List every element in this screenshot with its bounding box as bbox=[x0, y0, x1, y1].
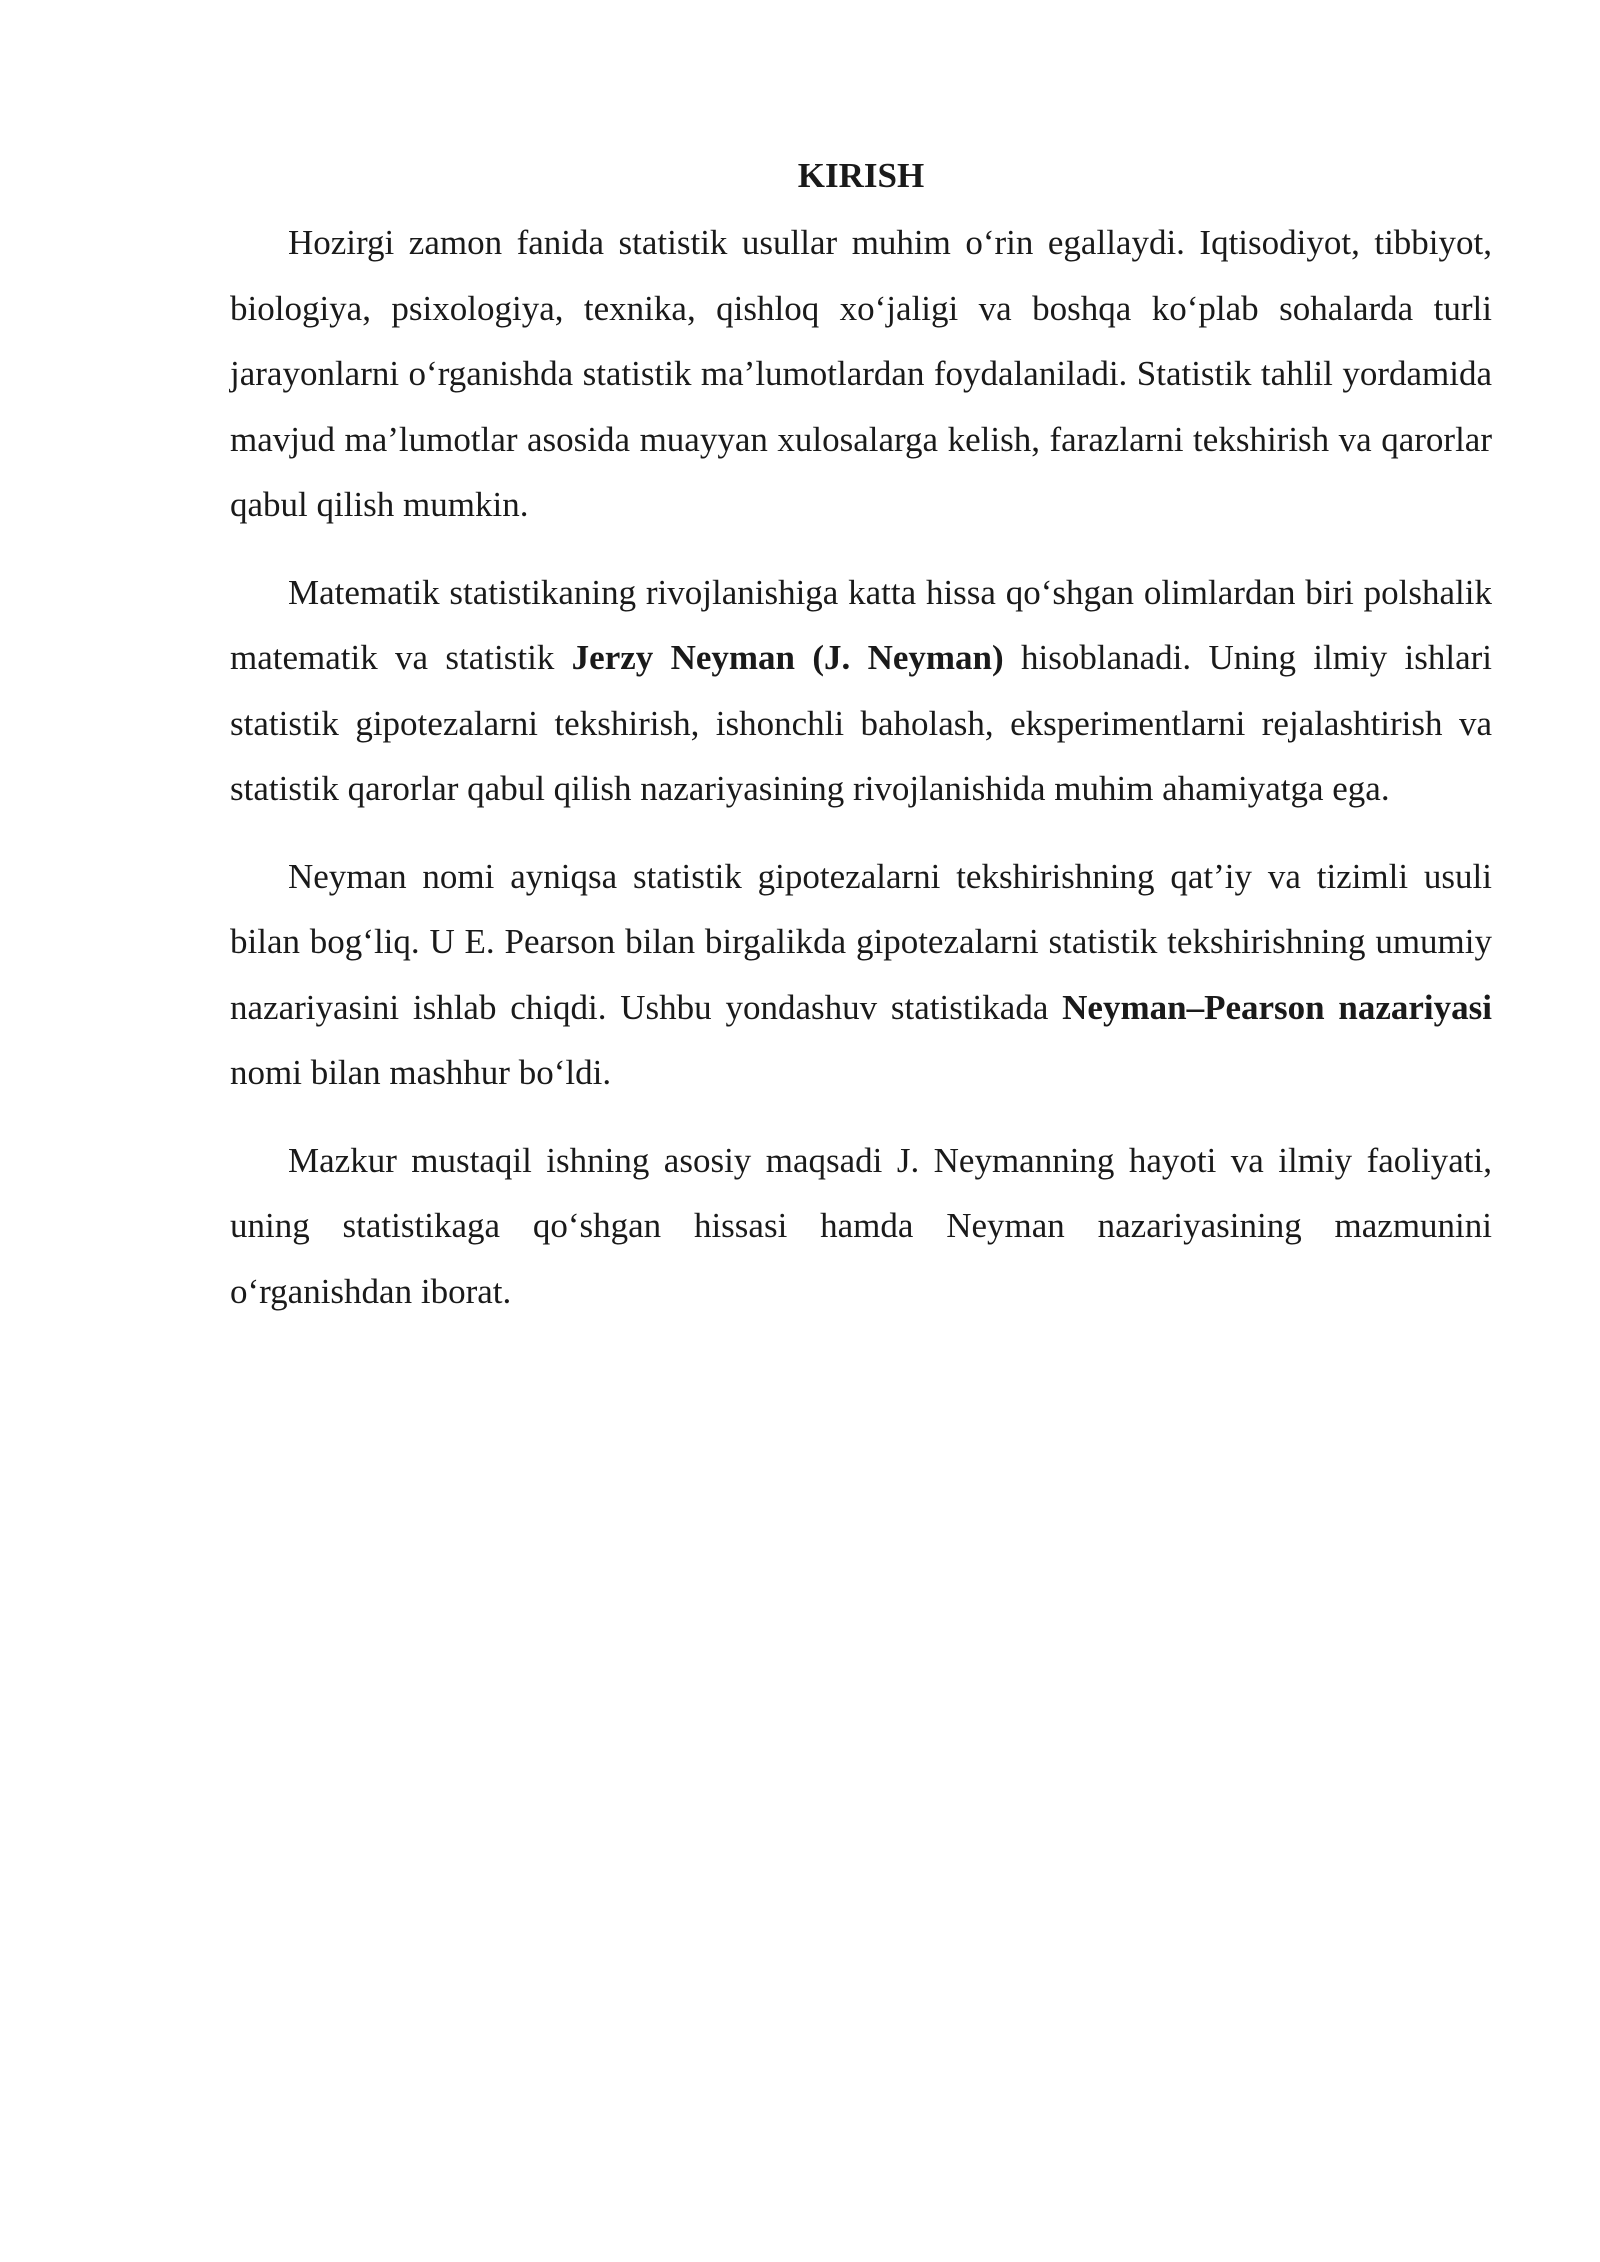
paragraph-text: Mazkur mustaqil ishning asosiy maqsadi J. Neymanning hayoti va ilmiy faoliyati, uning statistikaga qo‘shgan hissasi hamda Neyman nazariyasining mazmunini o‘rganishdan iborat. bbox=[230, 1140, 1492, 1311]
document-body bbox=[230, 150, 1492, 1346]
paragraph-2 bbox=[230, 560, 1492, 822]
author-name-bold: Jerzy Neyman (J. Neyman) bbox=[571, 638, 1004, 677]
paragraph-4 bbox=[230, 1128, 1492, 1325]
paragraph-text: Hozirgi zamon fanida statistik usullar muhim o‘rin egallaydi. Iqtisodiyot, tibbiyot, biologiya, psixologiya, texnika, qishloq xo‘jaligi va boshqa ko‘plab sohalarda turli jarayonlarni o‘rganishda statistik ma’lumotlardan foydalaniladi. Statistik tahlil yordamida mavjud ma’lumotlar asosida muayyan xulosalarga kelish, farazlarni tekshirish va qarorlar qabul qilish mumkin. bbox=[230, 223, 1492, 524]
section-title: KIRISH bbox=[797, 156, 925, 195]
paragraph-3 bbox=[230, 844, 1492, 1106]
paragraph-text: Neyman nomi ayniqsa statistik gipotezalarni tekshirishning qat’iy va tizimli usuli bilan bog‘liq. U E. Pearson bilan birgalikda gipotezalarni statistik tekshirishning umumiy nazariyasini ishlab chiqdi. Ushbu yondashuv statistikada bbox=[230, 856, 1492, 1027]
paragraph-text: hisoblanadi. Uning ilmiy ishlari statistik gipotezalarni tekshirish, ishonchli baholash, eksperimentlarni rejalashtirish va statistik qarorlar qabul qilish nazariyasining rivojlanishida muhim ahamiyatga ega. bbox=[230, 638, 1493, 808]
paragraph-1 bbox=[230, 210, 1492, 538]
paragraph-text: Matematik statistikaning rivojlanishiga katta hissa qo‘shgan olimlardan biri polshalik matematik va statistik bbox=[230, 572, 1492, 677]
paragraph-text: nomi bilan mashhur bo‘ldi. bbox=[230, 1053, 612, 1092]
theory-name-bold: Neyman–Pearson nazariyasi bbox=[1062, 987, 1492, 1027]
